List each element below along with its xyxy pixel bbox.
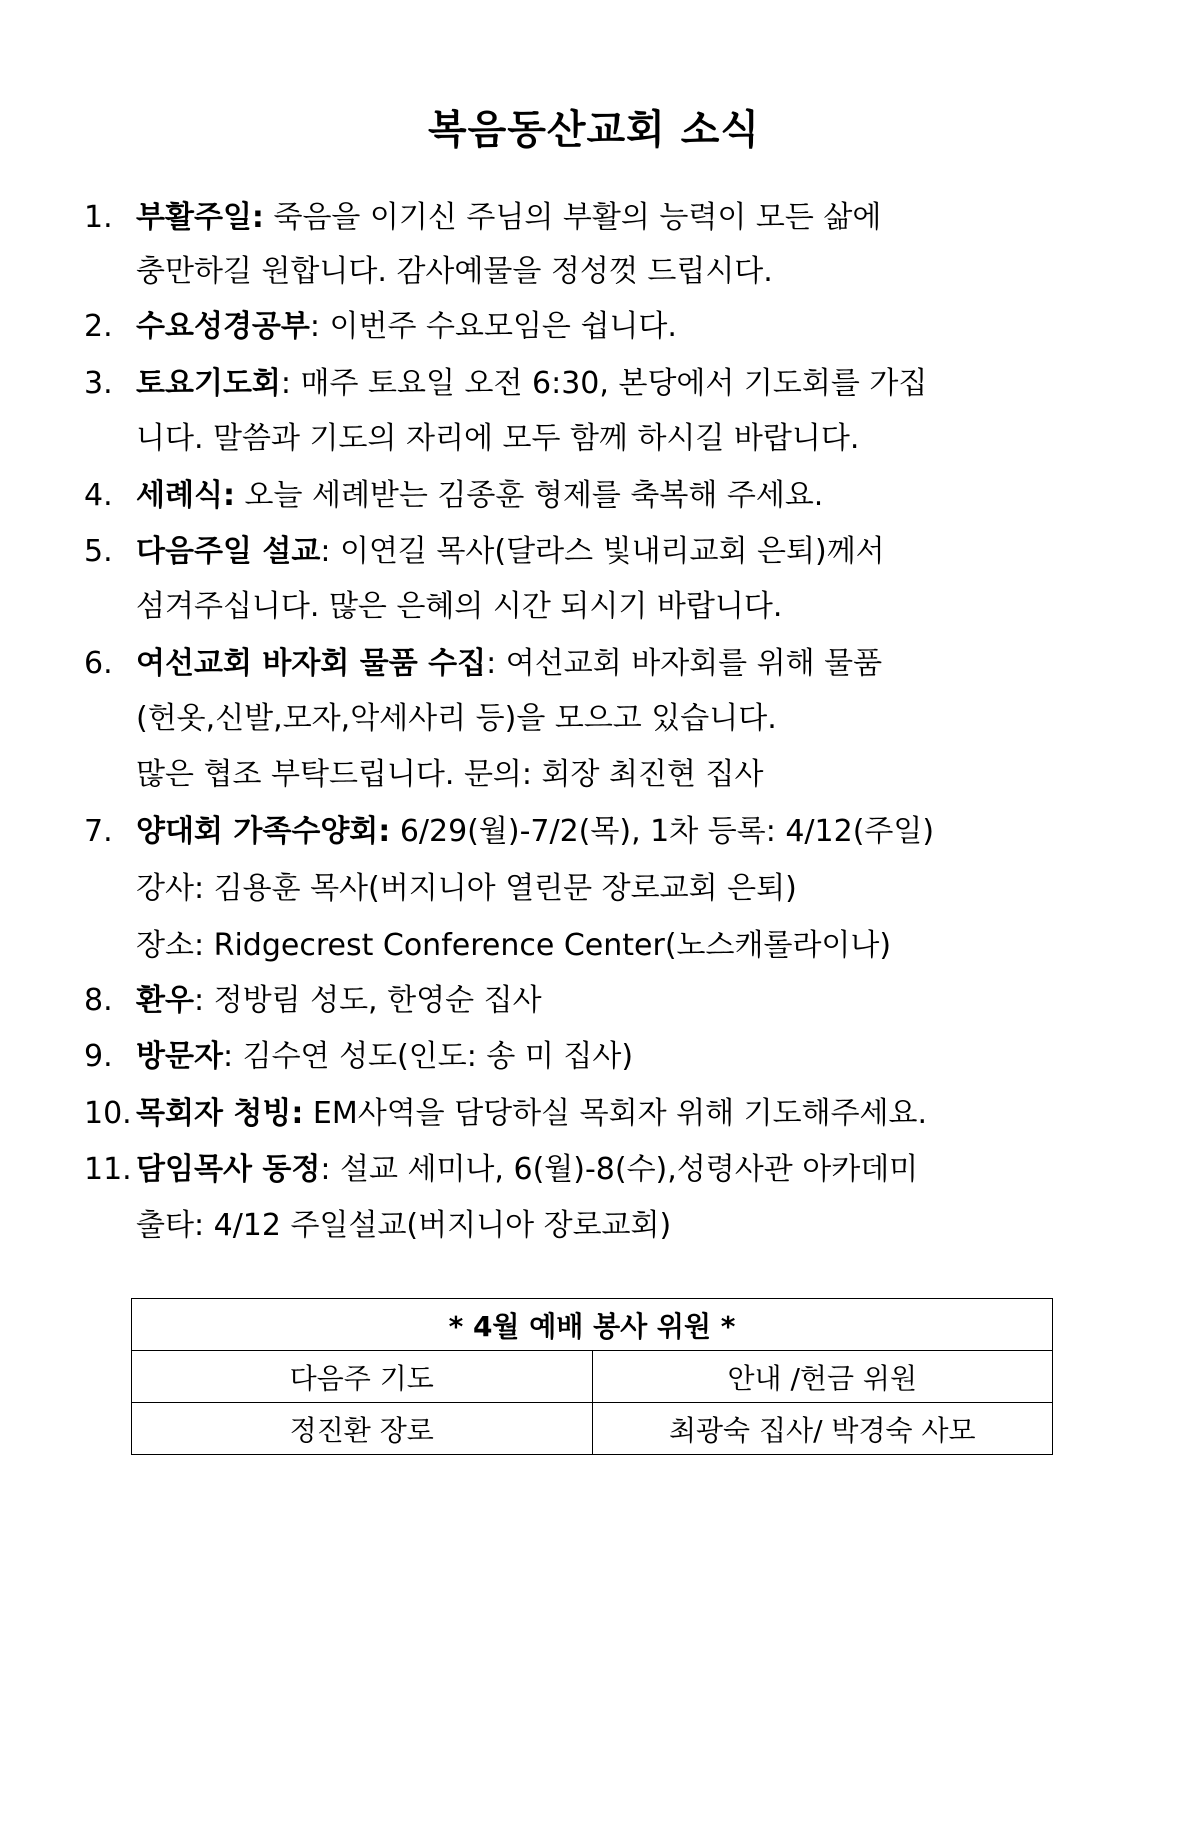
table-cell: 정진환 장로 xyxy=(132,1403,593,1455)
item-text: 오늘 세례받는 김종훈 형제를 축복해 주세요. xyxy=(234,478,824,513)
list-item xyxy=(136,1150,918,1190)
item-label: 부활주일: xyxy=(136,200,264,235)
table-row xyxy=(132,1403,1053,1455)
table-cell: 안내 /헌금 위원 xyxy=(592,1351,1053,1403)
item-label: 세례식: xyxy=(136,478,235,513)
table-cell: 다음주 기도 xyxy=(132,1351,593,1403)
item-label: 토요기도회 xyxy=(136,366,281,401)
item-number: 8. xyxy=(84,983,113,1018)
list-item xyxy=(136,307,677,347)
item-continuation: 섬겨주십니다. 많은 은혜의 시간 되시기 바랍니다. xyxy=(136,589,783,624)
table-title: * 4월 예배 봉사 위원 * xyxy=(132,1299,1053,1351)
item-continuation: 출타: 4/12 주일설교(버지니아 장로교회) xyxy=(136,1208,672,1243)
item-label: 양대회 가족수양회: xyxy=(136,814,391,849)
item-continuation: (헌옷,신발,모자,악세사리 등)을 모으고 있습니다. xyxy=(136,701,777,736)
list-item xyxy=(136,981,542,1021)
item-text: : 이번주 수요모임은 쉽니다. xyxy=(309,309,677,344)
list-item xyxy=(136,476,823,516)
item-number: 6. xyxy=(84,646,113,681)
item-label: 다음주일 설교 xyxy=(136,534,321,569)
item-text: : 매주 토요일 오전 6:30, 본당에서 기도회를 가집 xyxy=(280,366,928,401)
list-item xyxy=(136,1037,633,1077)
item-continuation: 장소: Ridgecrest Conference Center(노스캐롤라이나) xyxy=(136,928,892,963)
item-number: 3. xyxy=(84,366,113,401)
table-cell: 최광숙 집사/ 박경숙 사모 xyxy=(592,1403,1053,1455)
item-label: 환우 xyxy=(136,983,194,1018)
list-item xyxy=(136,364,927,404)
item-continuation: 충만하길 원합니다. 감사예물을 정성껏 드립시다. xyxy=(136,254,773,289)
list-item xyxy=(136,644,882,684)
item-label: 방문자 xyxy=(136,1039,223,1074)
item-label: 수요성경공부 xyxy=(136,309,310,344)
item-text: : 설교 세미나, 6(월)-8(수),성령사관 아카데미 xyxy=(320,1152,919,1187)
item-number: 9. xyxy=(84,1039,113,1074)
item-number: 7. xyxy=(84,814,113,849)
item-continuation: 많은 협조 부탁드립니다. 문의: 회장 최진현 집사 xyxy=(136,757,764,792)
item-text: 죽음을 이기신 주님의 부활의 능력이 모든 삶에 xyxy=(263,200,882,235)
item-text: : 김수연 성도(인도: 송 미 집사) xyxy=(222,1039,634,1074)
list-item xyxy=(136,532,885,572)
item-number: 1. xyxy=(84,200,113,235)
item-text: 6/29(월)-7/2(목), 1차 등록: 4/12(주일) xyxy=(390,814,935,849)
item-number: 10. xyxy=(84,1096,132,1131)
item-continuation: 니다. 말씀과 기도의 자리에 모두 함께 하시길 바랍니다. xyxy=(136,421,860,456)
item-continuation: 강사: 김용훈 목사(버지니아 열린문 장로교회 은퇴) xyxy=(136,871,797,906)
item-text: : 여선교회 바자회를 위해 물품 xyxy=(486,646,883,681)
item-label: 담임목사 동정 xyxy=(136,1152,321,1187)
page-title: 복음동산교회 소식 xyxy=(427,107,761,153)
item-number: 2. xyxy=(84,309,113,344)
table-row xyxy=(132,1351,1053,1403)
service-volunteers-table xyxy=(131,1298,1053,1455)
item-number: 4. xyxy=(84,478,113,513)
item-label: 목회자 청빙: xyxy=(136,1096,304,1131)
item-number: 11. xyxy=(84,1152,132,1187)
item-text: EM사역을 담당하실 목회자 위해 기도해주세요. xyxy=(303,1096,928,1131)
table-header-row xyxy=(132,1299,1053,1351)
list-item xyxy=(136,198,881,238)
item-number: 5. xyxy=(84,534,113,569)
list-item xyxy=(136,812,934,852)
item-text: : 정방림 성도, 한영순 집사 xyxy=(193,983,542,1018)
list-item xyxy=(136,1094,927,1134)
item-text: : 이연길 목사(달라스 빛내리교회 은퇴)께서 xyxy=(320,534,885,569)
item-label: 여선교회 바자회 물품 수집 xyxy=(136,646,487,681)
